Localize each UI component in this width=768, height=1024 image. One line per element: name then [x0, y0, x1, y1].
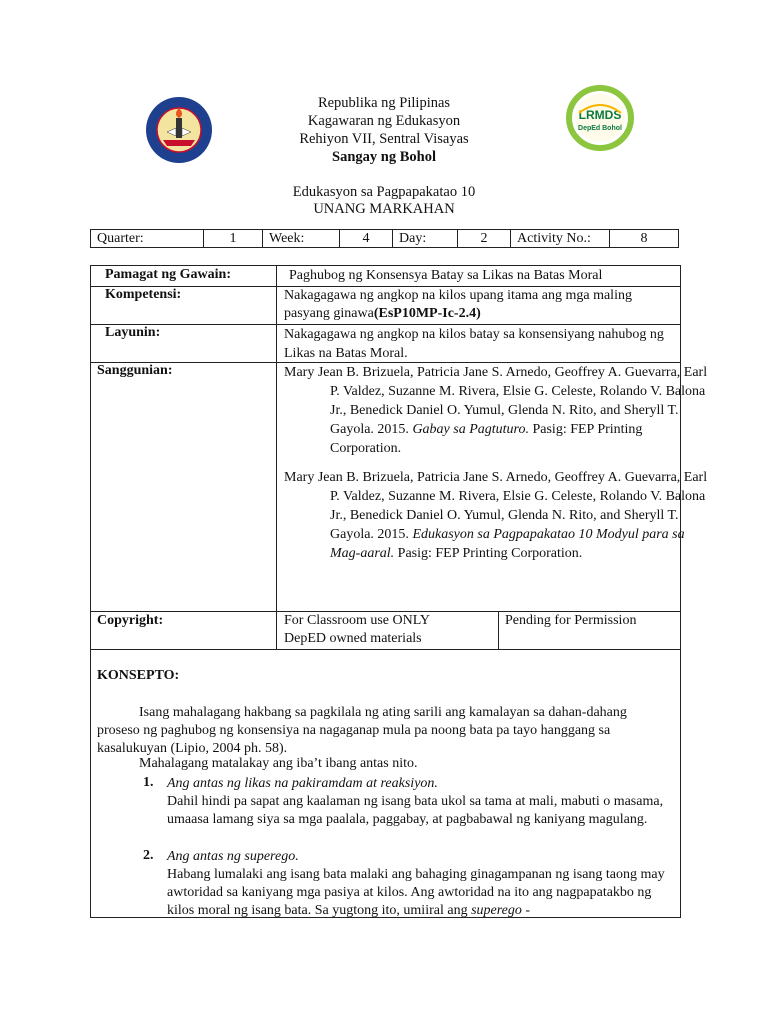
item-2-text [167, 866, 667, 920]
pamagat-label: Pamagat ng Gawain: [105, 267, 231, 282]
column-divider [276, 363, 277, 611]
item-1 [167, 775, 667, 829]
layunin-label: Layunin: [105, 325, 161, 340]
quarter-value: 1 [204, 230, 263, 248]
kompetensi-value [284, 287, 669, 323]
pamagat-value: Paghubog ng Konsensya Batay sa Likas na Batas Moral [289, 268, 603, 283]
item-2-title: Ang antas ng superego. [167, 849, 299, 864]
konsepto-paragraph: Isang mahalagang hakbang sa pagkilala ng ating sarili ang kamalayan sa dahan-dahang proseso ng paghubog ng konsensiya na nagaganap mula pa noong bata pa tayo hanggang sa kasalukuyan (Lipio, 2004 ph. 58). [97, 705, 627, 756]
subject-title: Edukasyon sa Pagpapakatao 10 [292, 184, 476, 200]
reference-1-title: Gabay sa Pagtuturo. [412, 422, 529, 437]
copyright-status: Pending for Permission [505, 613, 637, 628]
week-value: 4 [340, 230, 393, 248]
kompetensi-label: Kompetensi: [105, 287, 182, 302]
pamagat-row [91, 266, 680, 287]
kompetensi-text: Nakagagawa ng angkop na kilos upang itama ang mga maling pasyang ginawa [284, 288, 632, 321]
copyright-usage-line-1: For Classroom use ONLY [284, 613, 430, 628]
copyright-usage [284, 612, 430, 648]
layunin-row [91, 325, 680, 363]
column-divider [276, 612, 277, 649]
reference-2-publisher: Pasig: FEP Printing Corporation. [397, 546, 583, 561]
header-line-republic: Republika ng Pilipinas [317, 95, 451, 111]
kompetensi-code: (EsP10MP-Ic-2.4) [373, 306, 481, 321]
reference-1-publisher: Pasig: FEP Printing Corporation. [330, 422, 643, 456]
item-1-number: 1. [143, 775, 154, 790]
svg-text:DepEd Bohol: DepEd Bohol [578, 125, 622, 132]
activity-value: 8 [610, 230, 679, 248]
column-divider [276, 325, 277, 362]
item-2-number: 2. [143, 848, 154, 863]
konsepto-heading: KONSEPTO: [97, 668, 180, 683]
subject-header [0, 184, 768, 218]
quarter-title: UNANG MARKAHAN [313, 201, 455, 217]
item-1-text: Dahil hindi pa sapat ang kaalaman ng isang bata ukol sa tama at mali, mabuti o masama, umaasa lamang siya sa mga paalala, paggabay, at pagbabawal ng kaniyang magulang. [167, 794, 664, 827]
item-1-title: Ang antas ng likas na pakiramdam at reaksiyon. [167, 776, 438, 791]
item-2-body: Habang lumalaki ang isang bata malaki ang bahaging ginagampanan ng isang taong may awtoridad sa kaniyang mga pasiya at kilos. Ang awtoridad na ito ang nagpapatakbo ng kilos moral ng isang bata. Sa yugtong ito, umiiral ang [167, 867, 665, 918]
day-label: Day: [393, 230, 458, 248]
activity-label: Activity No.: [511, 230, 610, 248]
item-2-italic: superego - [471, 903, 531, 918]
activity-info-table [90, 229, 679, 248]
week-label: Week: [263, 230, 340, 248]
activity-details-box [90, 265, 708, 918]
quarter-label: Quarter: [91, 230, 204, 248]
copyright-label: Copyright: [97, 613, 164, 628]
reference-2-title: Edukasyon sa Pagpapakatao 10 Modyul para sa Mag-aaral. [330, 527, 685, 561]
copyright-row [91, 612, 680, 650]
day-value: 2 [458, 230, 511, 248]
reference-2-authors: Mary Jean B. Brizuela, Patricia Jane S. Arnedo, Geoffrey A. Guevarra, Earl P. Valdez, Suzanne M. Rivera, Elsie G. Celeste, Rolando V. Balona Jr., Benedick Daniel O. Yumul, Glenda N. Rito, and Sheryll T. Gayola. 2015. [284, 470, 708, 542]
column-divider [276, 287, 277, 324]
header-line-department: Kagawaran ng Edukasyon [307, 113, 461, 129]
sanggunian-row [91, 363, 708, 612]
item-2 [167, 848, 667, 920]
konsepto-intro: Mahalagang matalakay ang iba’t ibang antas nito. [139, 756, 418, 771]
reference-2 [284, 468, 715, 563]
document-header [0, 94, 768, 166]
copyright-usage-line-2: DepED owned materials [284, 631, 422, 646]
layunin-value: Nakagagawa ng angkop na kilos batay sa konsensiyang nahubog ng Likas na Batas Moral. [284, 327, 664, 361]
header-division: Sangay ng Bohol [332, 149, 436, 165]
reference-1 [284, 363, 715, 458]
kompetensi-row [91, 287, 680, 325]
svg-text:LRMDS: LRMDS [578, 108, 622, 122]
reference-1-authors: Mary Jean B. Brizuela, Patricia Jane S. Arnedo, Geoffrey A. Guevarra, Earl P. Valdez, Suzanne M. Rivera, Elsie G. Celeste, Rolando V. Balona Jr., Benedick Daniel O. Yumul, Glenda N. Rito, and Sheryll T. Gayola. 2015. [284, 365, 708, 437]
header-line-region: Rehiyon VII, Sentral Visayas [299, 131, 469, 147]
column-divider [498, 612, 499, 649]
sanggunian-label: Sanggunian: [97, 363, 173, 378]
column-divider [276, 266, 277, 286]
